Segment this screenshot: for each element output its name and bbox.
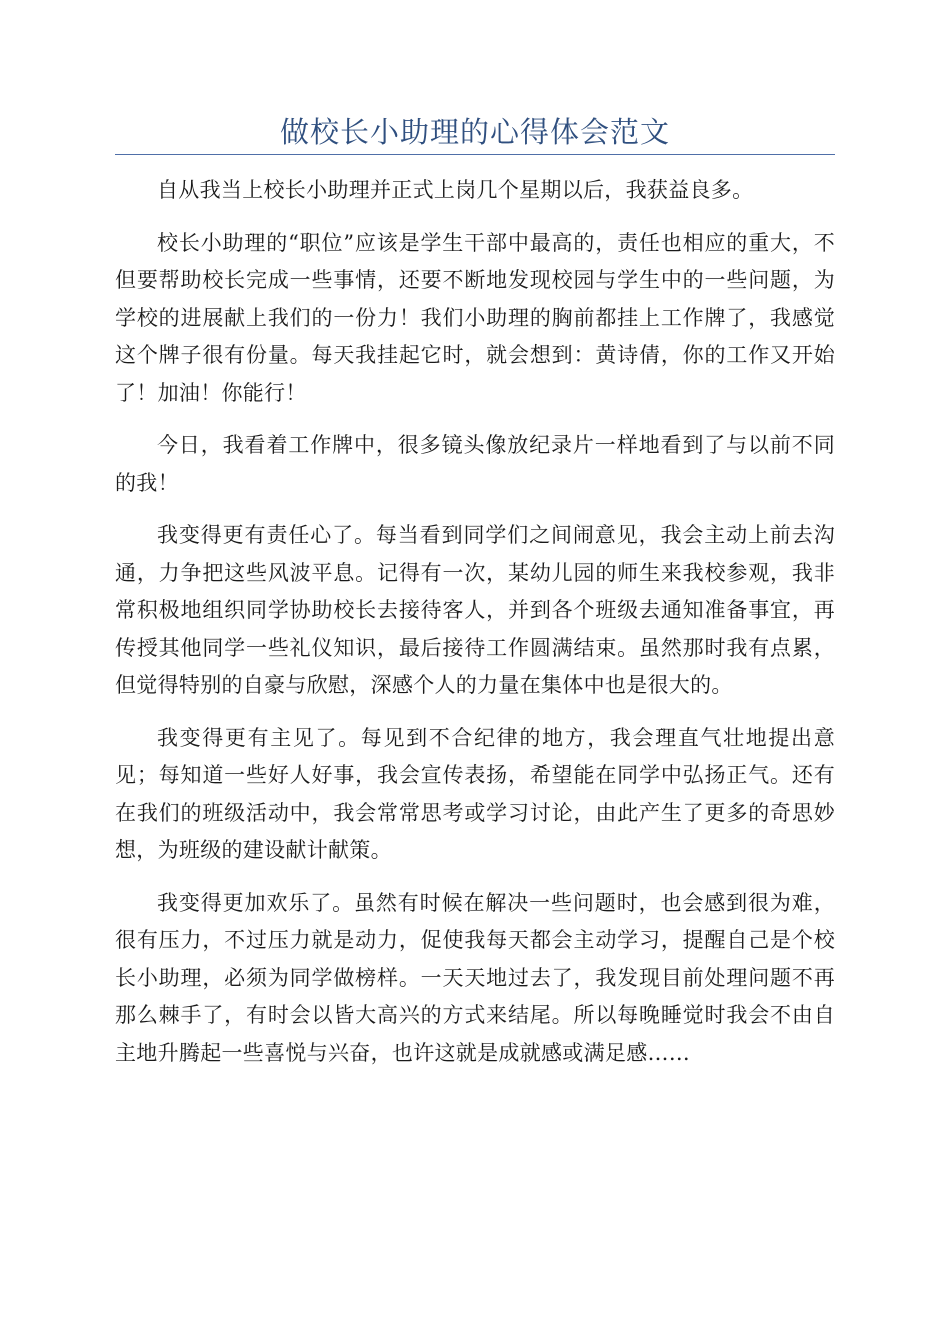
title-underline-rule [115,154,835,155]
paragraph-happiness: 我变得更加欢乐了。虽然有时候在解决一些问题时，也会感到很为难，很有压力，不过压力就是动力，促使我每天都会主动学习，提醒自己是个校长小助理，必须为同学做榜样。一天天地过去了，我发现目前处理问题不再那么棘手了，有时会以皆大高兴的方式来结尾。所以每晚睡觉时我会不由自主地升腾起一些喜悦与兴奋，也许这就是成就感或满足感…… [115,890,835,1065]
paragraph-responsibility: 我变得更有责任心了。每当看到同学们之间闹意见，我会主动上前去沟通，力争把这些风波平息。记得有一次，某幼儿园的师生来我校参观，我非常积极地组织同学协助校长去接待客人，并到各个班级去通知准备事宜，再传授其他同学一些礼仪知识，最后接待工作圆满结束。虽然那时我有点累，但觉得特别的自豪与欣慰，深感个人的力量在集体中也是很大的。 [115,523,835,697]
document-body [115,172,835,1087]
document-title: 做校长小助理的心得体会范文 [279,115,670,149]
paragraph-work-badge: 今日，我看着工作牌中，很多镜头像放纪录片一样地看到了与以前不同的我！ [115,433,835,495]
paragraph-initiative: 我变得更有主见了。每见到不合纪律的地方，我会理直气壮地提出意见；每知道一些好人好事，我会宣传表扬，希望能在同学中弘扬正气。还有在我们的班级活动中，我会常常思考或学习讨论，由此产生了更多的奇思妙想，为班级的建设献计献策。 [115,725,835,862]
paragraph-role-duty: 校长小助理的“职位”应该是学生干部中最高的，责任也相应的重大，不但要帮助校长完成一些事情，还要不断地发现校园与学生中的一些问题，为学校的进展献上我们的一份力！我们小助理的胸前都挂上工作牌了，我感觉这个牌子很有份量。每天我挂起它时，就会想到：黄诗倩，你的工作又开始了！加油！你能行！ [115,230,835,405]
paragraph-intro: 自从我当上校长小助理并正式上岗几个星期以后，我获益良多。 [157,178,754,202]
